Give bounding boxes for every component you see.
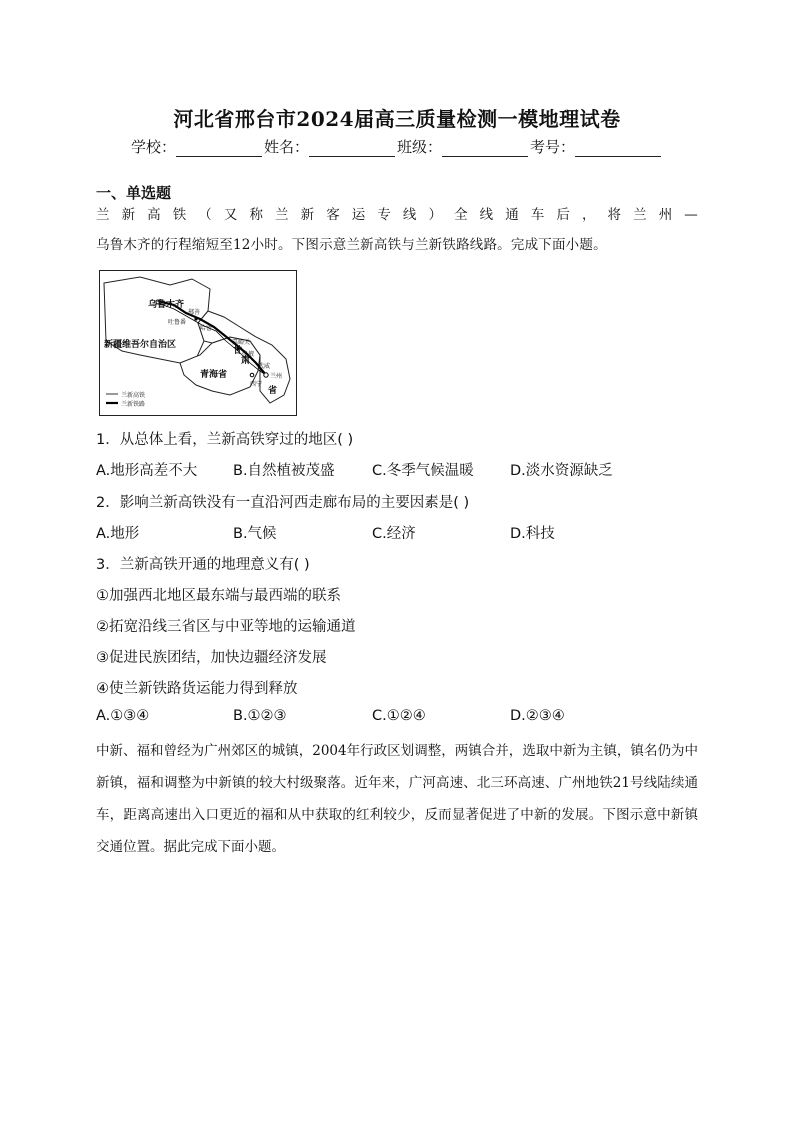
label-shanshan: 鄯善 xyxy=(188,309,201,316)
city-lanzhou-dot xyxy=(264,373,268,377)
question-3-option-a[interactable]: A.①③④ xyxy=(96,708,150,724)
class-field xyxy=(397,136,530,157)
question-3-statement-3: ③促进民族团结，加快边疆经济发展 xyxy=(96,650,327,666)
passage-2: 中新、福和曾经为广州郊区的城镇，2004年行政区划调整，两镇合并，选取中新为主镇，镇名仍为中新镇，福和调整为中新镇的较大村级聚落。近年来，广河高速、北三环高速、广州地铁21号线陆续通车，距离高速出入口更近的福和从中获取的红利较少，反而显著促进了中新的发展。下图示意中新镇交通位置。据此完成下面小题。 xyxy=(96,743,698,855)
question-1-option-a[interactable]: A.地形高差不大 xyxy=(96,463,198,479)
label-qinghai: 青海省 xyxy=(200,370,228,380)
passage-1-line-1: 兰新高铁（又称兰新客运专线）全线通车后，将兰州— xyxy=(96,207,698,223)
railway-map xyxy=(99,270,297,416)
question-3-stem: 3．兰新高铁开通的地理意义有( ) xyxy=(96,557,310,573)
name-field xyxy=(264,136,397,157)
name-label: 姓名： xyxy=(263,138,309,156)
school-blank[interactable] xyxy=(176,140,262,157)
question-3-option-b[interactable]: B.①②③ xyxy=(233,708,287,724)
question-1-option-c[interactable]: C.冬季气候温暖 xyxy=(372,463,474,479)
question-2-option-c[interactable]: C.经济 xyxy=(372,526,416,542)
label-xinjiang: 新疆维吾尔自治区 xyxy=(104,340,177,350)
question-3-statement-2: ②拓宽沿线三省区与中亚等地的运输通道 xyxy=(96,619,356,635)
xinjiang-region xyxy=(104,277,213,363)
label-urumqi: 乌鲁木齐 xyxy=(148,300,185,310)
city-xining-dot xyxy=(250,373,254,377)
label-wuwei: 武威 xyxy=(258,363,271,370)
question-2-option-b[interactable]: B.气候 xyxy=(233,526,277,542)
city-hami-dot xyxy=(194,317,197,320)
class-label: 班级： xyxy=(397,138,443,156)
school-label: 学校： xyxy=(130,138,176,156)
student-info-row xyxy=(0,136,794,157)
label-hami: 哈密 xyxy=(200,325,213,332)
question-1-stem: 1．从总体上看，兰新高铁穿过的地区( ) xyxy=(96,432,354,448)
label-xining: 西宁 xyxy=(250,381,263,388)
exam-number-field xyxy=(530,136,663,157)
label-gan: 甘 xyxy=(233,346,243,356)
question-3-statement-1: ①加强西北地区最东端与最西端的联系 xyxy=(96,588,341,604)
question-3-statement-4: ④使兰新铁路货运能力得到释放 xyxy=(96,681,298,697)
class-blank[interactable] xyxy=(442,140,528,157)
question-2-option-a[interactable]: A.地形 xyxy=(96,526,140,542)
question-1-option-d[interactable]: D.淡水资源缺乏 xyxy=(510,463,613,479)
exam-number-label: 考号： xyxy=(530,138,576,156)
label-turpan: 吐鲁番 xyxy=(168,319,187,326)
question-2-stem: 2．影响兰新高铁没有一直沿河西走廊布局的主要因素是( ) xyxy=(96,495,470,511)
name-blank[interactable] xyxy=(309,140,395,157)
section-heading: 一、单选题 xyxy=(96,184,172,202)
school-field xyxy=(131,136,264,157)
passage-1 xyxy=(96,200,698,260)
legend-hsr-label: 兰新高铁 xyxy=(121,392,146,399)
page-title: 河北省邢台市2024届高三质量检测一模地理试卷 xyxy=(173,107,621,131)
label-su: 肃 xyxy=(241,356,251,366)
label-sheng: 省 xyxy=(268,386,278,396)
question-1-option-b[interactable]: B.自然植被茂盛 xyxy=(233,463,335,479)
label-zhangye: 张掖 xyxy=(242,351,255,358)
exam-number-blank[interactable] xyxy=(575,140,661,157)
label-lanzhou: 兰州 xyxy=(270,373,283,380)
question-3-option-d[interactable]: D.②③④ xyxy=(510,708,565,724)
question-2-option-d[interactable]: D.科技 xyxy=(510,526,555,542)
label-jiayuguan: 嘉峪关 xyxy=(232,339,251,346)
legend-railway-label: 兰新铁路 xyxy=(121,401,146,408)
passage-1-line-2: 乌鲁木齐的行程缩短至12小时。下图示意兰新高铁与兰新铁路线路。完成下面小题。 xyxy=(96,237,607,253)
question-3-option-c[interactable]: C.①②④ xyxy=(372,708,426,724)
